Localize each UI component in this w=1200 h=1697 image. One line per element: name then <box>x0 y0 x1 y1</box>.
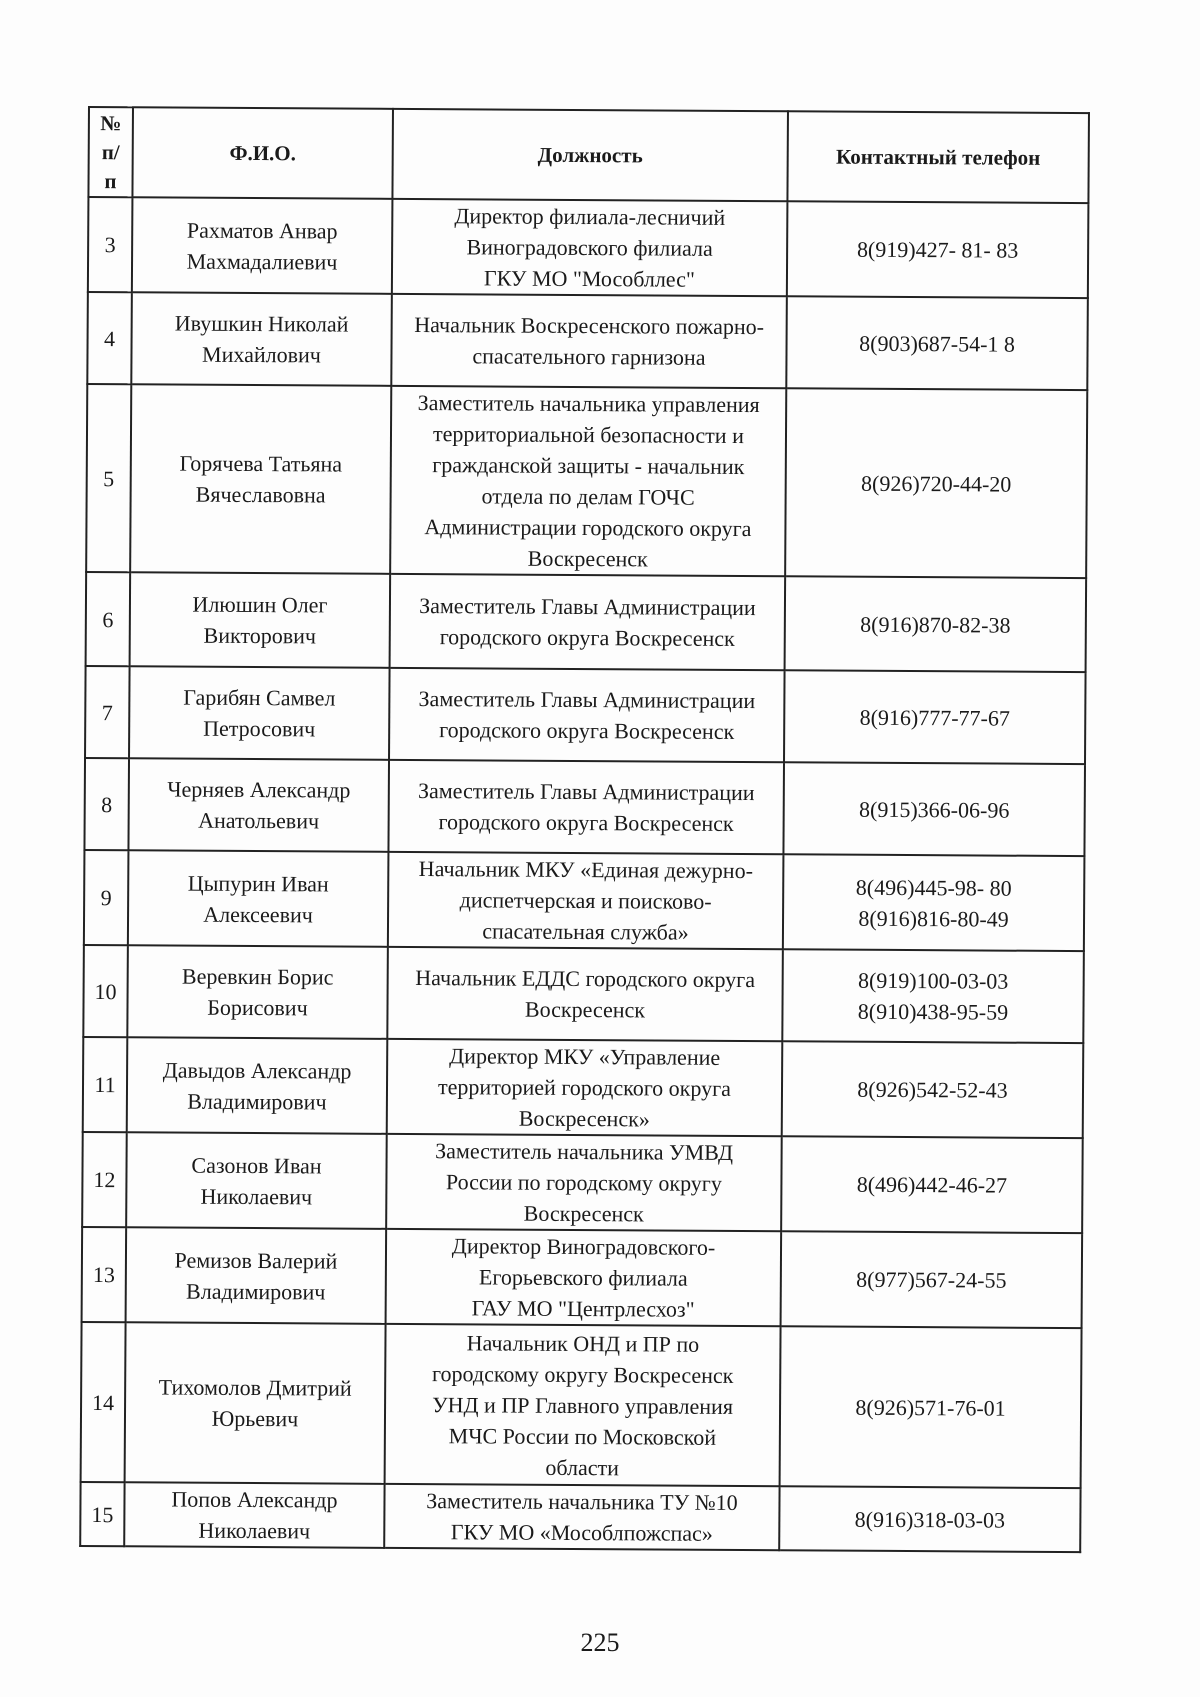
row-number: 15 <box>80 1482 124 1546</box>
table-row <box>86 384 1087 578</box>
row-phone: 8(496)442-46-27 <box>781 1136 1083 1233</box>
header-position: Должность <box>392 109 788 201</box>
row-number: 4 <box>87 292 132 384</box>
row-full-name: Цыпурин Иван Алексеевич <box>128 850 389 947</box>
header-full-name: Ф.И.О. <box>132 107 393 199</box>
header-number: № п/ п <box>88 107 133 197</box>
row-full-name: Илюшин Олег Викторович <box>130 572 391 668</box>
page-number: 225 <box>580 1628 620 1657</box>
row-number: 6 <box>86 572 131 666</box>
row-position: Заместитель Главы Администрации городского округа Воскресенск <box>388 760 784 854</box>
row-full-name: Ивушкин Николай Михайлович <box>131 292 392 386</box>
row-full-name: Веревкин Борис Борисович <box>127 945 388 1039</box>
table-row <box>83 945 1084 1043</box>
row-number: 9 <box>84 850 129 945</box>
table-row <box>87 292 1088 390</box>
row-full-name: Рахматов Анвар Махмадалиевич <box>132 197 393 294</box>
row-position: Начальник МКУ «Единая дежурно- диспетчерская и поисково- спасательная служба» <box>388 852 784 949</box>
row-full-name: Тихомолов Дмитрий Юрьевич <box>125 1322 386 1484</box>
table-header-row <box>88 107 1089 203</box>
table-row <box>84 758 1085 856</box>
row-full-name: Попов Александр Николаевич <box>124 1482 384 1548</box>
row-phone: 8(915)366-06-96 <box>783 762 1085 856</box>
table-row <box>81 1322 1082 1488</box>
row-number: 14 <box>81 1322 126 1482</box>
row-phone: 8(496)445-98- 80 8(916)816-80-49 <box>783 854 1085 951</box>
row-position: Заместитель Главы Администрации городского округа Воскресенск <box>389 668 785 762</box>
row-number: 12 <box>82 1132 127 1227</box>
row-phone: 8(919)100-03-03 8(910)438-95-59 <box>782 949 1084 1043</box>
row-full-name: Давыдов Александр Владимирович <box>127 1037 388 1134</box>
table-row <box>84 850 1085 951</box>
row-phone: 8(916)870-82-38 <box>785 576 1087 672</box>
header-contact-phone: Контактный телефон <box>787 111 1089 203</box>
row-full-name: Гарибян Самвел Петросович <box>129 666 390 760</box>
row-position: Директор филиала-лесничий Виноградовского филиала ГКУ МО "Мособллес" <box>392 199 788 296</box>
row-phone: 8(916)777-77-67 <box>784 670 1086 764</box>
row-number: 10 <box>83 945 128 1037</box>
row-position: Заместитель Главы Администрации городского округа Воскресенск <box>390 574 786 670</box>
row-full-name: Сазонов Иван Николаевич <box>126 1132 387 1229</box>
row-position: Заместитель начальника ТУ №10 ГКУ МО «Мособлпожспас» <box>384 1484 779 1550</box>
row-position: Заместитель начальника УМВД России по городскому округу Воскресенск <box>386 1134 782 1231</box>
table-row <box>88 197 1089 298</box>
row-number: 13 <box>82 1227 127 1322</box>
table-row <box>82 1132 1083 1233</box>
row-phone: 8(926)571-76-01 <box>780 1326 1082 1488</box>
table-row <box>85 666 1086 764</box>
row-position: Заместитель начальника управления территориальной безопасности и гражданской защиты - начальник отдела по делам ГОЧС Администрации городского округа Воскресенск <box>390 386 786 576</box>
row-full-name: Ремизов Валерий Владимирович <box>126 1227 387 1324</box>
row-number: 3 <box>88 197 133 292</box>
table-row <box>80 1482 1080 1552</box>
row-phone: 8(977)567-24-55 <box>781 1231 1083 1328</box>
row-number: 11 <box>83 1037 128 1132</box>
row-phone: 8(916)318-03-03 <box>779 1486 1080 1552</box>
table-row <box>86 572 1087 672</box>
row-full-name: Черняев Александр Анатольевич <box>128 758 389 852</box>
row-position: Начальник Воскресенского пожарно- спасательного гарнизона <box>391 294 787 388</box>
row-phone: 8(919)427- 81- 83 <box>787 201 1089 298</box>
row-position: Директор МКУ «Управление территорией городского округа Воскресенск» <box>387 1039 783 1136</box>
table-row <box>82 1227 1083 1328</box>
row-full-name: Горячева Татьяна Вячеславовна <box>130 384 391 574</box>
row-position: Начальник ОНД и ПР по городскому округу Воскресенск УНД и ПР Главного управления МЧС России по Московской области <box>385 1324 781 1486</box>
table-row <box>83 1037 1084 1138</box>
row-number: 5 <box>86 384 131 572</box>
row-phone: 8(903)687-54-1 8 <box>786 296 1088 390</box>
row-position: Начальник ЕДДС городского округа Воскресенск <box>387 947 783 1041</box>
row-phone: 8(926)720-44-20 <box>785 388 1087 578</box>
row-position: Директор Виноградовского- Егорьевского филиала ГАУ МО "Центрлесхоз" <box>386 1229 782 1326</box>
row-number: 8 <box>84 758 129 850</box>
contacts-table <box>79 106 1090 1553</box>
row-number: 7 <box>85 666 130 758</box>
contacts-table-wrapper <box>79 106 1088 1553</box>
row-phone: 8(926)542-52-43 <box>782 1041 1084 1138</box>
